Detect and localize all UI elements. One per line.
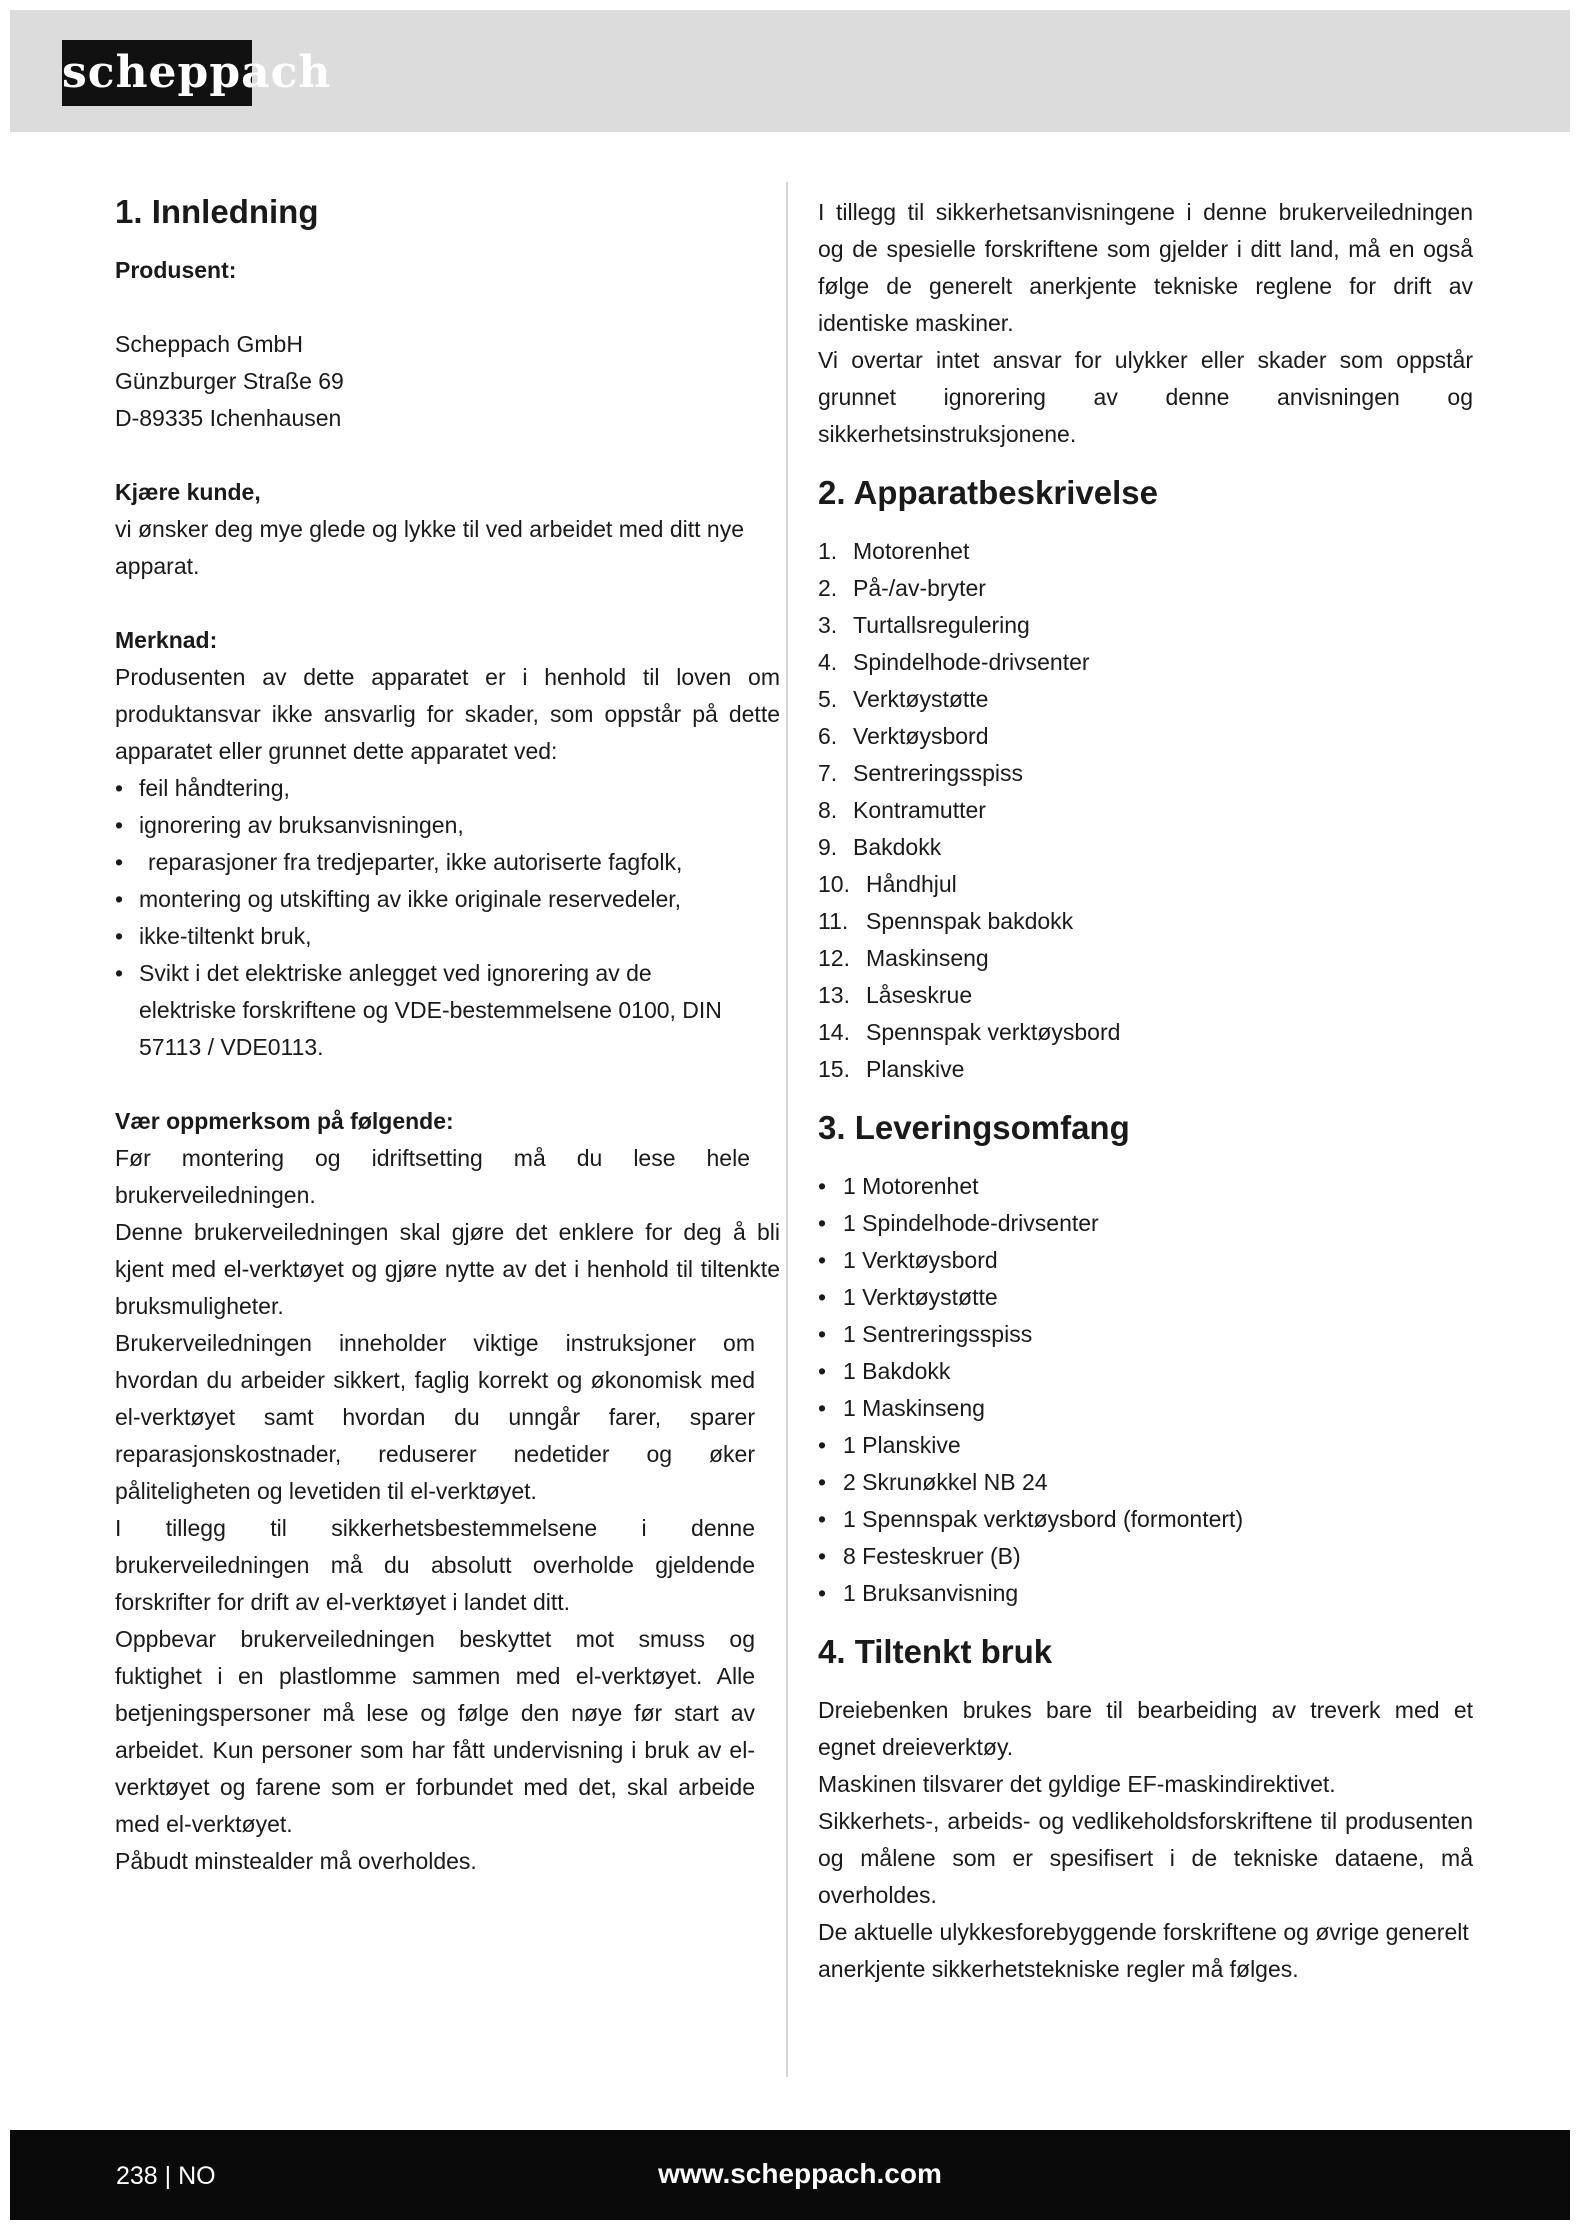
list-item: 7. Sentreringsspiss bbox=[818, 760, 1024, 786]
list-item: • 1 Motorenhet bbox=[818, 1173, 979, 1199]
list-item: • 1 Verktøystøtte bbox=[818, 1284, 998, 1310]
list-item: • reparasjoner fra tredjeparter, ikke autoriserte fagfolk, bbox=[115, 849, 683, 875]
list-item: 1. Motorenhet bbox=[818, 538, 970, 564]
list-item: • 1 Maskinseng bbox=[818, 1395, 985, 1421]
list-item: • 8 Festeskruer (B) bbox=[818, 1543, 1021, 1569]
dear-customer-label: Kjære kunde, bbox=[115, 479, 261, 505]
address-line: D-89335 Ichenhausen bbox=[115, 405, 342, 431]
list-item: 10. Håndhjul bbox=[818, 871, 957, 897]
list-item: • montering og utskifting av ikke originale reservedeler, bbox=[115, 886, 682, 912]
list-item: 3. Turtallsregulering bbox=[818, 612, 1030, 638]
list-item: • 1 Planskive bbox=[818, 1432, 961, 1458]
attention-paragraph: Før montering og idriftsetting må du lese hele brukerveiledningen. bbox=[115, 1145, 750, 1208]
page-number: 238 | NO bbox=[116, 2162, 216, 2190]
attention-paragraph: Brukerveiledningen inneholder viktige instruksjoner om hvordan du arbeider sikkert, faglig korrekt og økonomisk med el-verktøyet samt hvordan du unngår farer, sparer reparasjonskostnader, reduserer nedetider og øker påliteligheten og levetiden til el-verktøyet. bbox=[115, 1330, 755, 1504]
list-item: • 1 Bakdokk bbox=[818, 1358, 951, 1384]
left-column bbox=[115, 190, 780, 1880]
delivery-list bbox=[818, 1168, 1473, 1612]
list-item: • 1 Sentreringsspiss bbox=[818, 1321, 1033, 1347]
attention-label: Vær oppmerksom på følgende: bbox=[115, 1108, 454, 1134]
list-item: 13. Låseskrue bbox=[818, 982, 973, 1008]
list-item: • 1 Verktøysbord bbox=[818, 1247, 998, 1273]
list-item: • ikke-tiltenkt bruk, bbox=[115, 923, 312, 949]
list-item: • 1 Bruksanvisning bbox=[818, 1580, 1019, 1606]
list-item: • ignorering av bruksanvisningen, bbox=[115, 812, 464, 838]
list-item: 5. Verktøystøtte bbox=[818, 686, 989, 712]
section-4-title: 4. Tiltenkt bruk bbox=[818, 1633, 1053, 1670]
dear-customer-text: vi ønsker deg mye glede og lykke til ved arbeidet med ditt nye apparat. bbox=[115, 516, 744, 579]
use-paragraph: Dreiebenken brukes bare til bearbeiding av treverk med et egnet dreieverktøy. bbox=[818, 1697, 1473, 1760]
section-2-title: 2. Apparatbeskrivelse bbox=[818, 474, 1158, 511]
use-paragraph: De aktuelle ulykkesforebyggende forskriftene og øvrige generelt anerkjente sikkerhetstekniske regler må følges. bbox=[818, 1919, 1469, 1982]
attention-paragraph: Denne brukerveiledningen skal gjøre det enklere for deg å bli kjent med el-verktøyet og gjøre nytte av det i henhold til tiltenkte bruksmuligheter. bbox=[115, 1219, 780, 1319]
intro-paragraph: I tillegg til sikkerhetsanvisningene i denne brukerveiledningen og de spesielle forskriftene som gjelder i ditt land, må en også følge de generelt anerkjente tekniske reglene for drift av identiske maskiner. bbox=[818, 199, 1473, 336]
list-item: 12. Maskinseng bbox=[818, 945, 989, 971]
section-1-title: 1. Innledning bbox=[115, 193, 319, 230]
attention-paragraph: Påbudt minstealder må overholdes. bbox=[115, 1848, 477, 1874]
address-line: Scheppach GmbH bbox=[115, 331, 303, 357]
attention-paragraph: I tillegg til sikkerhetsbestemmelsene i denne brukerveiledningen må du absolutt overholde gjeldende forskrifter for drift av el-verktøyet i landet ditt. bbox=[115, 1515, 755, 1615]
note-text: Produsenten av dette apparatet er i henhold til loven om produktansvar ikke ansvarlig for skader, som oppstår på dette apparatet eller grunnet dette apparatet ved: bbox=[115, 664, 780, 764]
column-divider bbox=[786, 182, 788, 2077]
list-item: 6. Verktøysbord bbox=[818, 723, 989, 749]
list-item: 14. Spennspak verktøysbord bbox=[818, 1019, 1121, 1045]
list-item: • Svikt i det elektriske anlegget ved ignorering av de elektriske forskriftene og VDE-bestemmelsene 0100, DIN 57113 / VDE0113. bbox=[115, 960, 722, 1060]
website-link[interactable]: www.scheppach.com bbox=[658, 2158, 942, 2189]
parts-list bbox=[818, 533, 1473, 1088]
right-column bbox=[818, 190, 1473, 1988]
intro-paragraph: Vi overtar intet ansvar for ulykker eller skader som oppstår grunnet ignorering av denne anvisningen og sikkerhetsinstruksjonene. bbox=[818, 347, 1473, 447]
scheppach-logo: scheppach bbox=[62, 40, 252, 106]
list-item: 2. På-/av-bryter bbox=[818, 575, 986, 601]
attention-paragraph: Oppbevar brukerveiledningen beskyttet mot smuss og fuktighet i en plastlomme sammen med el-verktøyet. Alle betjeningspersoner må lese og følge den nøye før start av arbeidet. Kun personer som har fått undervisning i bruk av el-verktøyet og farene som er forbundet med det, skal arbeide med el-verktøyet. bbox=[115, 1626, 755, 1837]
note-list bbox=[115, 770, 780, 1066]
list-item: 15. Planskive bbox=[818, 1056, 965, 1082]
list-item: 9. Bakdokk bbox=[818, 834, 942, 860]
section-3-title: 3. Leveringsomfang bbox=[818, 1109, 1130, 1146]
note-label: Merknad: bbox=[115, 627, 218, 653]
page-footer bbox=[10, 2130, 1570, 2220]
use-paragraph: Sikkerhets-, arbeids- og vedlikeholdsforskriftene til produsenten og målene som er spesifisert i de tekniske dataene, må overholdes. bbox=[818, 1808, 1473, 1908]
list-item: • 2 Skrunøkkel NB 24 bbox=[818, 1469, 1048, 1495]
list-item: 4. Spindelhode-drivsenter bbox=[818, 649, 1090, 675]
page-header bbox=[10, 10, 1570, 132]
list-item: • 1 Spennspak verktøysbord (formontert) bbox=[818, 1506, 1244, 1532]
list-item: • 1 Spindelhode-drivsenter bbox=[818, 1210, 1099, 1236]
use-paragraph: Maskinen tilsvarer det gyldige EF-maskindirektivet. bbox=[818, 1771, 1336, 1797]
producer-label: Produsent: bbox=[115, 257, 237, 283]
address-line: Günzburger Straße 69 bbox=[115, 368, 344, 394]
list-item: • feil håndtering, bbox=[115, 775, 290, 801]
list-item: 11. Spennspak bakdokk bbox=[818, 908, 1074, 934]
list-item: 8. Kontramutter bbox=[818, 797, 986, 823]
